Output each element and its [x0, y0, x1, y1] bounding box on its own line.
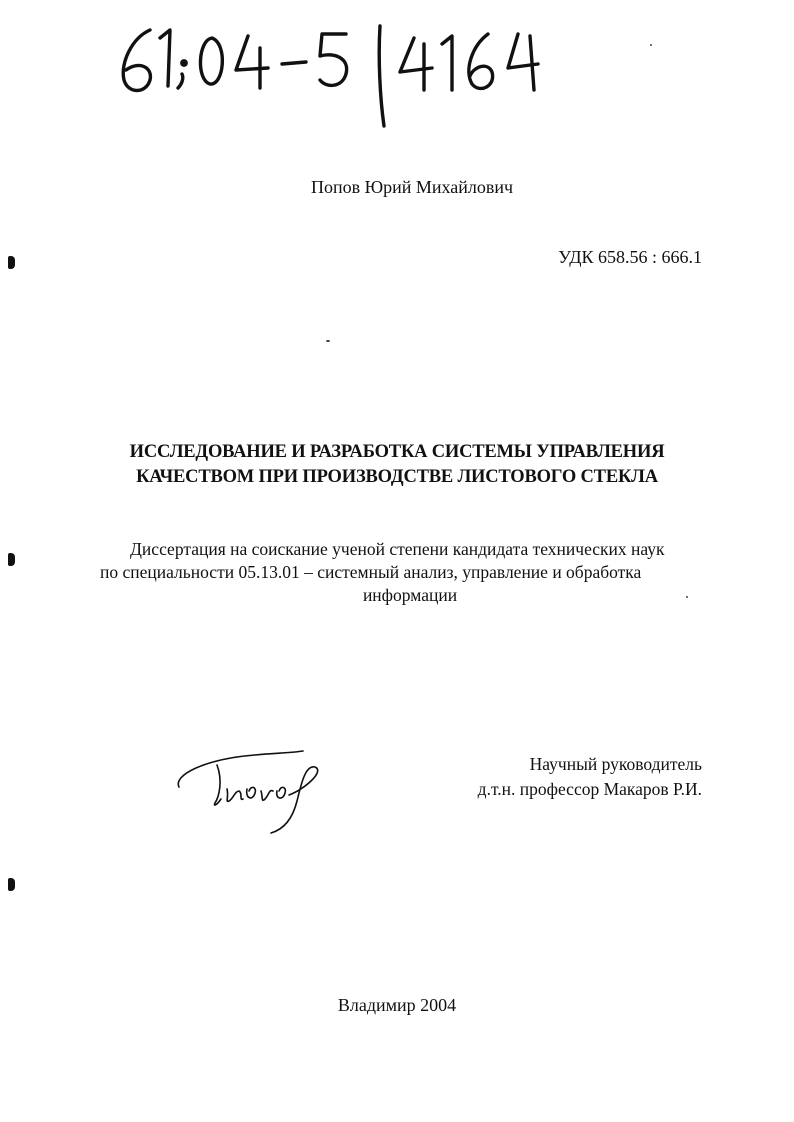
- dissertation-title: [0, 440, 794, 490]
- scan-speck: [326, 340, 330, 342]
- punch-hole-mark: [8, 878, 15, 891]
- archive-stamp: [110, 8, 560, 138]
- subtitle-line: информации: [362, 585, 458, 605]
- supervisor-line: д.т.н. профессор Макаров Р.И.: [477, 779, 702, 799]
- subtitle-line: по специальности 05.13.01 – системный анализ, управление и обработка: [100, 562, 642, 582]
- title-line: ИССЛЕДОВАНИЕ И РАЗРАБОТКА СИСТЕМЫ УПРАВЛЕНИЯ: [129, 442, 665, 462]
- title-line: КАЧЕСТВОМ ПРИ ПРОИЗВОДСТВЕ ЛИСТОВОГО СТЕКЛА: [136, 467, 658, 487]
- dissertation-subtitle: [100, 538, 710, 607]
- author-signature: [165, 745, 335, 840]
- subtitle-line: Диссертация на соискание ученой степени кандидата технических наук: [130, 539, 665, 559]
- city-year: Владимир 2004: [337, 995, 457, 1015]
- scientific-supervisor: [430, 752, 702, 802]
- supervisor-line: Научный руководитель: [529, 754, 702, 774]
- udk-code: УДК 658.56 : 666.1: [558, 247, 702, 267]
- author-name: Попов Юрий Михайлович: [310, 177, 514, 197]
- scan-speck: [650, 44, 652, 46]
- punch-hole-mark: [8, 256, 15, 269]
- punch-hole-mark: [8, 553, 15, 566]
- scan-speck: [686, 596, 688, 598]
